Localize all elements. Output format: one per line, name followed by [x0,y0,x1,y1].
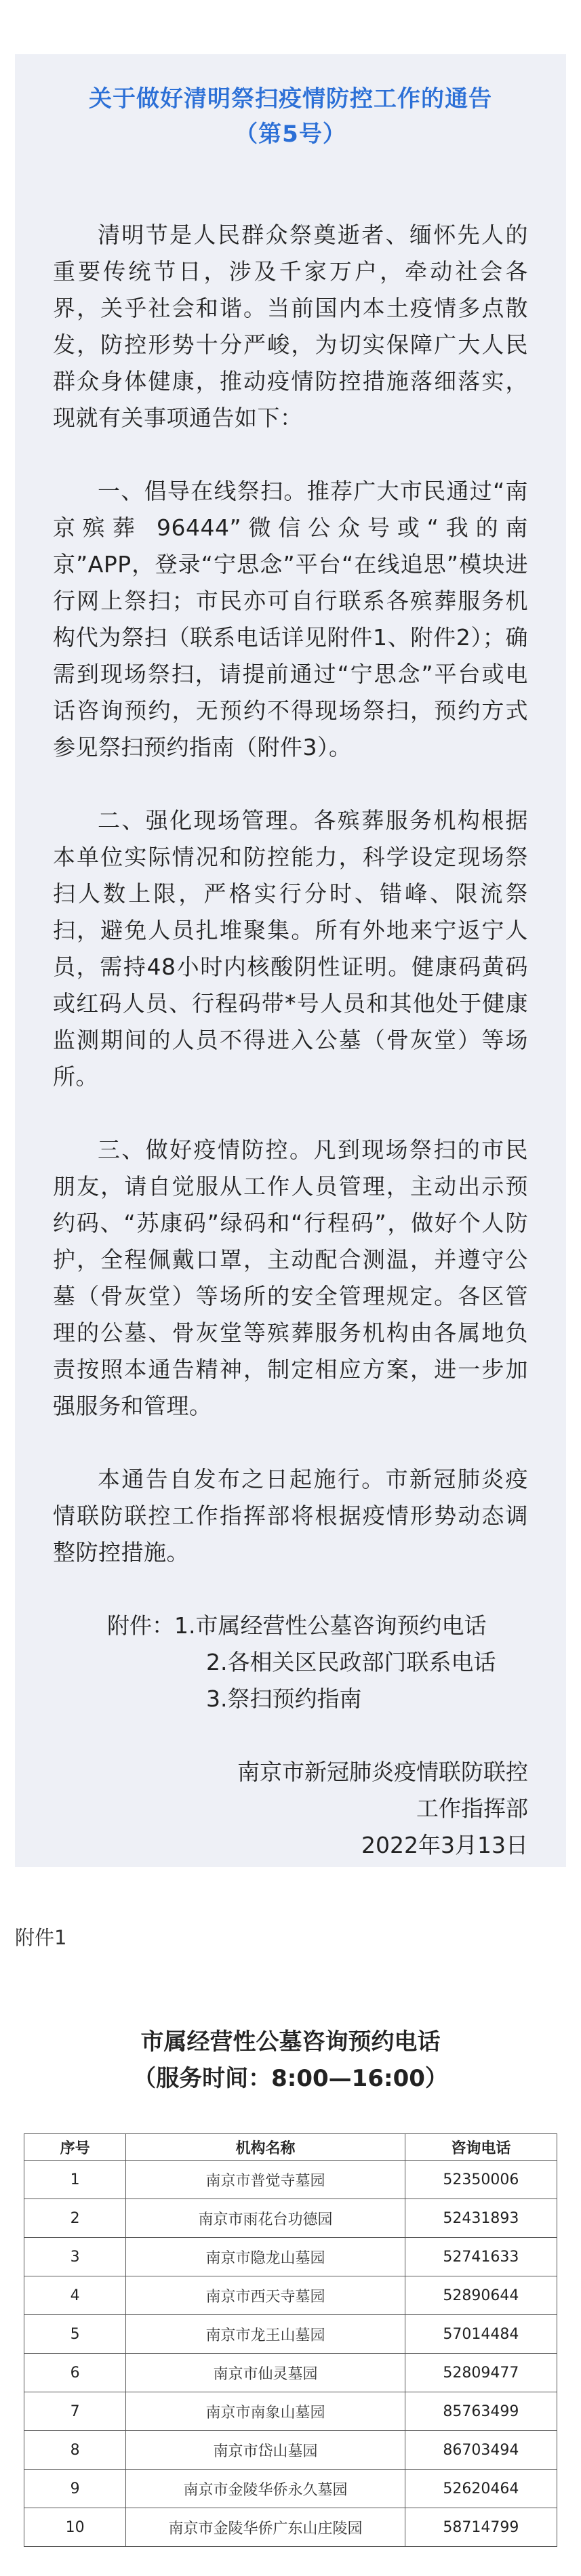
row-phone: 52741633 [405,2238,557,2276]
attachment-text: 3.祭扫预约指南 [206,1685,362,1712]
header-org-name: 机构名称 [126,2134,405,2161]
notice-title [53,81,528,152]
row-org-name: 南京市普觉寺墓园 [126,2161,405,2199]
row-number: 3 [24,2238,126,2276]
attachments-list [53,1608,528,1717]
signature-date: 2022年3月13日 [361,1832,528,1858]
cemetery-phone-table [24,2133,557,2547]
row-org-name: 南京市金陵华侨永久墓园 [126,2470,405,2508]
row-number: 4 [24,2276,126,2315]
notice-title-line1: 关于做好清明祭扫疫情防控工作的通告 [89,85,492,113]
table-row [24,2392,557,2431]
row-org-name: 南京市南象山墓园 [126,2392,405,2431]
table-row [24,2470,557,2508]
row-phone: 57014484 [405,2315,557,2354]
row-org-name: 南京市金陵华侨广东山庄陵园 [126,2508,405,2547]
annex-subtitle: （服务时间：8:00—16:00） [133,2065,448,2092]
row-org-name: 南京市雨花台功德园 [126,2199,405,2238]
row-number: 2 [24,2199,126,2238]
signature-line2: 工作指挥部 [416,1795,528,1822]
table-row [24,2431,557,2470]
table-header-row [24,2134,557,2161]
attachment-item [107,1681,528,1717]
header-number: 序号 [24,2134,126,2161]
signature-block [53,1754,528,1864]
row-phone: 52431893 [405,2199,557,2238]
table-row [24,2276,557,2315]
row-number: 6 [24,2354,126,2392]
notice-title-line2: （第5号） [235,121,346,148]
annex-label: 附件1 [15,1926,67,1949]
table-row [24,2238,557,2276]
row-phone: 52809477 [405,2354,557,2392]
row-number: 1 [24,2161,126,2199]
notice-paragraph-prevention: 三、做好疫情防控。凡到现场祭扫的市民朋友，请自觉服从工作人员管理，主动出示预约码、“苏康码”绿码和“行程码”，做好个人防护，全程佩戴口罩，主动配合测温，并遵守公墓（骨灰堂）等场所的安全管理规定。各区管理的公墓、骨灰堂等殡葬服务机构由各属地负责按照本通告精神，制定相应方案，进一步加强服务和管理。 [53,1137,528,1419]
attachment-text: 1.市属经营性公墓咨询预约电话 [174,1612,487,1639]
notice-paragraph-online: 一、倡导在线祭扫。推荐广大市民通过“南京殡葬 96444”微信公众号或“我的南京”APP，登录“宁思念”平台“在线追思”模块进行网上祭扫；市民亦可自行联系各殡葬服务机构代为祭扫（联系电话详见附件1、附件2）；确需到现场祭扫，请提前通过“宁思念”平台或电话咨询预约，无预约不得现场祭扫，预约方式参见祭扫预约指南（附件3）。 [53,478,528,760]
row-phone: 85763499 [405,2392,557,2431]
row-phone: 58714799 [405,2508,557,2547]
row-number: 7 [24,2392,126,2431]
attachments-label: 附件： [107,1612,174,1639]
row-phone: 86703494 [405,2431,557,2470]
row-number: 9 [24,2470,126,2508]
row-number: 10 [24,2508,126,2547]
row-number: 5 [24,2315,126,2354]
row-org-name: 南京市龙王山墓园 [126,2315,405,2354]
table-row [24,2354,557,2392]
signature-line1: 南京市新冠肺炎疫情联防联控 [237,1759,528,1785]
attachment-text: 2.各相关区民政部门联系电话 [206,1649,496,1675]
table-row [24,2199,557,2238]
notice-paragraph-intro: 清明节是人民群众祭奠逝者、缅怀先人的重要传统节日，涉及千家万户，牵动社会各界，关乎社会和谐。当前国内本土疫情多点散发，防控形势十分严峻，为切实保障广大人民群众身体健康，推动疫情防控措施落细落实，现就有关事项通告如下： [53,222,528,431]
annex-title: 市属经营性公墓咨询预约电话 [140,2028,441,2056]
row-org-name: 南京市仙灵墓园 [126,2354,405,2392]
notice-paragraph-management: 二、强化现场管理。各殡葬服务机构根据本单位实际情况和防控能力，科学设定现场祭扫人数上限，严格实行分时、错峰、限流祭扫，避免人员扎堆聚集。所有外地来宁返宁人员，需持48小时内核酸阴性证明。健康码黄码或红码人员、行程码带*号人员和其他处于健康监测期间的人员不得进入公墓（骨灰堂）等场所。 [53,807,528,1090]
row-phone: 52350006 [405,2161,557,2199]
row-phone: 52890644 [405,2276,557,2315]
row-phone: 52620464 [405,2470,557,2508]
table-row [24,2315,557,2354]
header-phone: 咨询电话 [405,2134,557,2161]
table-row [24,2161,557,2199]
table-row [24,2508,557,2547]
notice-panel [15,54,566,1867]
row-org-name: 南京市隐龙山墓园 [126,2238,405,2276]
attachment-item [107,1644,528,1681]
row-number: 8 [24,2431,126,2470]
attachment-item [107,1608,528,1644]
row-org-name: 南京市岱山墓园 [126,2431,405,2470]
notice-paragraph-effective: 本通告自发布之日起施行。市新冠肺炎疫情联防联控工作指挥部将根据疫情形势动态调整防控措施。 [53,1466,528,1566]
row-org-name: 南京市西天寺墓园 [126,2276,405,2315]
